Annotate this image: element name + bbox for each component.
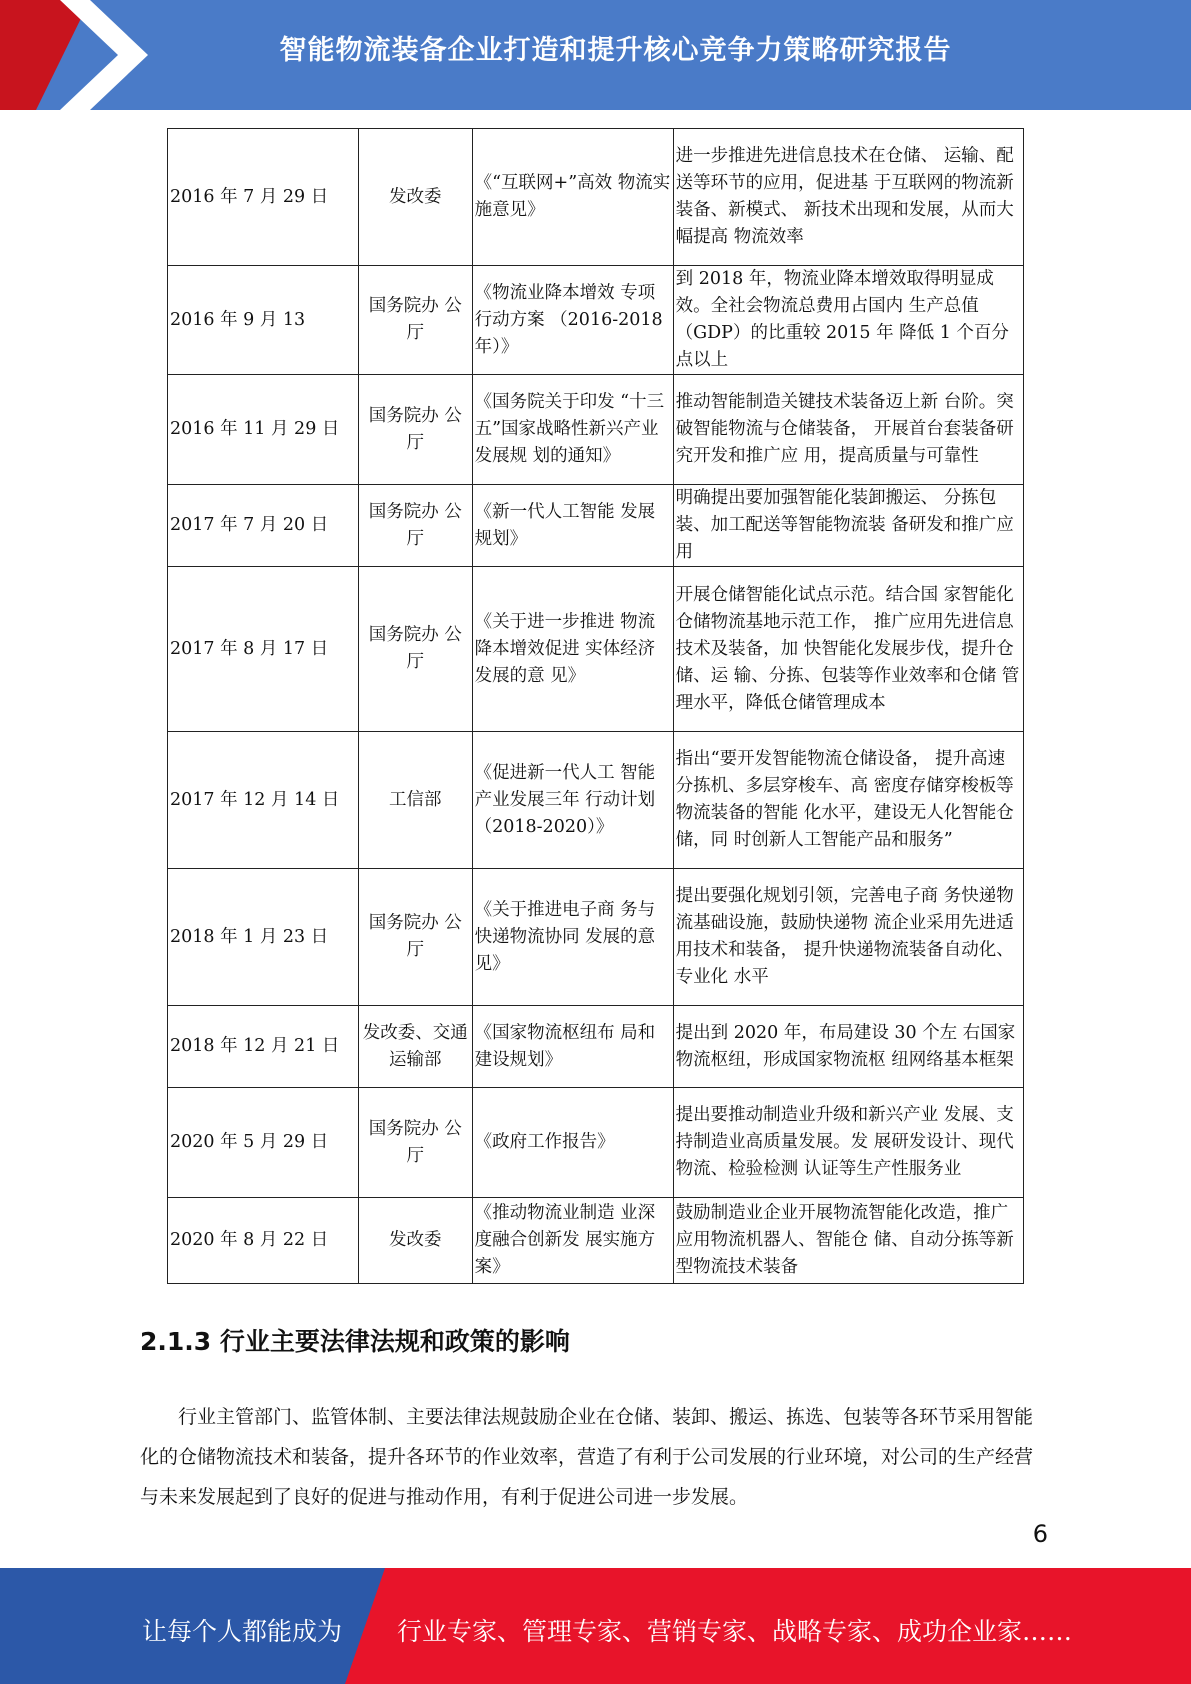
date-cell: 2016 年 7 月 29 日 bbox=[168, 129, 359, 266]
section-heading: 2.1.3 行业主要法律法规和政策的影响 bbox=[140, 1327, 570, 1356]
table-row bbox=[168, 869, 1024, 1006]
date-cell: 2018 年 12 月 21 日 bbox=[168, 1006, 359, 1088]
table-row bbox=[168, 1198, 1024, 1284]
document-cell: 《关于推进电子商 务与快递物流协同 发展的意见》 bbox=[472, 869, 673, 1006]
date-cell: 2017 年 12 月 14 日 bbox=[168, 732, 359, 869]
report-title: 智能物流装备企业打造和提升核心竞争力策略研究报告 bbox=[279, 35, 952, 66]
page-number: 6 bbox=[1032, 1520, 1048, 1548]
date-cell: 2016 年 9 月 13 bbox=[168, 266, 359, 375]
dept-cell: 工信部 bbox=[358, 732, 472, 869]
content-cell: 到 2018 年，物流业降本增效取得明显成效。全社会物流总费用占国内 生产总值（GDP）的比重较 2015 年 降低 1 个百分点以上 bbox=[673, 266, 1023, 375]
table-row bbox=[168, 266, 1024, 375]
dept-cell: 发改委 bbox=[358, 129, 472, 266]
date-cell: 2020 年 5 月 29 日 bbox=[168, 1088, 359, 1198]
table-row bbox=[168, 375, 1024, 485]
table-row bbox=[168, 1088, 1024, 1198]
date-cell: 2018 年 1 月 23 日 bbox=[168, 869, 359, 1006]
header-arrow-icon bbox=[0, 0, 160, 110]
table-row bbox=[168, 129, 1024, 266]
date-cell: 2020 年 8 月 22 日 bbox=[168, 1198, 359, 1284]
table-row bbox=[168, 732, 1024, 869]
header-banner bbox=[0, 0, 1191, 110]
dept-cell: 国务院办 公厅 bbox=[358, 485, 472, 567]
document-cell: 《促进新一代人工 智能产业发展三年 行动计划 （2018-2020）》 bbox=[472, 732, 673, 869]
document-cell: 《政府工作报告》 bbox=[472, 1088, 673, 1198]
date-cell: 2017 年 8 月 17 日 bbox=[168, 567, 359, 732]
dept-cell: 发改委、交通运输部 bbox=[358, 1006, 472, 1088]
body-paragraph: 行业主管部门、监管体制、主要法律法规鼓励企业在仓储、装卸、搬运、拣选、包装等各环节采用智能化的仓储物流技术和装备，提升各环节的作业效率，营造了有利于公司发展的行业环境，对公司的生产经营与未来发展起到了良好的促进与推动作用，有利于促进公司进一步发展。 bbox=[140, 1406, 1034, 1508]
date-cell: 2016 年 11 月 29 日 bbox=[168, 375, 359, 485]
document-cell: 《国务院关于印发 “十三五”国家战略性新兴产业发展规 划的通知》 bbox=[472, 375, 673, 485]
dept-cell: 国务院办 公厅 bbox=[358, 1088, 472, 1198]
footer-slogan-right: 行业专家、管理专家、营销专家、战略专家、成功企业家…… bbox=[397, 1617, 1073, 1646]
dept-cell: 国务院办 公厅 bbox=[358, 375, 472, 485]
date-cell: 2017 年 7 月 20 日 bbox=[168, 485, 359, 567]
content-cell: 推动智能制造关键技术装备迈上新 台阶。突破智能物流与仓储装备， 开展首台套装备研究开发和推广应 用，提高质量与可靠性 bbox=[673, 375, 1023, 485]
content-cell: 提出要强化规划引领，完善电子商 务快递物流基础设施，鼓励快递物 流企业采用先进适用技术和装备， 提升快递物流装备自动化、专业化 水平 bbox=[673, 869, 1023, 1006]
document-cell: 《国家物流枢纽布 局和建设规划》 bbox=[472, 1006, 673, 1088]
dept-cell: 发改委 bbox=[358, 1198, 472, 1284]
content-cell: 进一步推进先进信息技术在仓储、 运输、配送等环节的应用，促进基 于互联网的物流新装备、新模式、 新技术出现和发展，从而大幅提高 物流效率 bbox=[673, 129, 1023, 266]
dept-cell: 国务院办 公厅 bbox=[358, 567, 472, 732]
document-cell: 《关于进一步推进 物流降本增效促进 实体经济发展的意 见》 bbox=[472, 567, 673, 732]
dept-cell: 国务院办 公厅 bbox=[358, 266, 472, 375]
table-row bbox=[168, 567, 1024, 732]
content-cell: 鼓励制造业企业开展物流智能化改造，推广应用物流机器人、智能仓 储、自动分拣等新型物流技术装备 bbox=[673, 1198, 1023, 1284]
policy-table bbox=[167, 128, 1024, 1284]
document-cell: 《物流业降本增效 专项行动方案 （2016-2018 年）》 bbox=[472, 266, 673, 375]
content-cell: 提出要推动制造业升级和新兴产业 发展、支持制造业高质量发展。发 展研发设计、现代物流、检验检测 认证等生产性服务业 bbox=[673, 1088, 1023, 1198]
footer-banner bbox=[0, 1568, 1191, 1684]
document-cell: 《“互联网+”高效 物流实施意见》 bbox=[472, 129, 673, 266]
table-row bbox=[168, 1006, 1024, 1088]
document-cell: 《推动物流业制造 业深度融合创新发 展实施方案》 bbox=[472, 1198, 673, 1284]
table-row bbox=[168, 485, 1024, 567]
content-cell: 开展仓储智能化试点示范。结合国 家智能化仓储物流基地示范工作， 推广应用先进信息技术及装备，加 快智能化发展步伐，提升仓储、运 输、分拣、包装等作业效率和仓储 管理水平，降低仓储管理成本 bbox=[673, 567, 1023, 732]
dept-cell: 国务院办 公厅 bbox=[358, 869, 472, 1006]
content-cell: 指出“要开发智能物流仓储设备， 提升高速分拣机、多层穿梭车、高 密度存储穿梭板等物流装备的智能 化水平，建设无人化智能仓储，同 时创新人工智能产品和服务” bbox=[673, 732, 1023, 869]
content-cell: 提出到 2020 年，布局建设 30 个左 右国家物流枢纽，形成国家物流枢 纽网络基本框架 bbox=[673, 1006, 1023, 1088]
content-cell: 明确提出要加强智能化装卸搬运、 分拣包装、加工配送等智能物流装 备研发和推广应用 bbox=[673, 485, 1023, 567]
document-cell: 《新一代人工智能 发展规划》 bbox=[472, 485, 673, 567]
footer-slogan-left: 让每个人都能成为 bbox=[142, 1617, 343, 1646]
